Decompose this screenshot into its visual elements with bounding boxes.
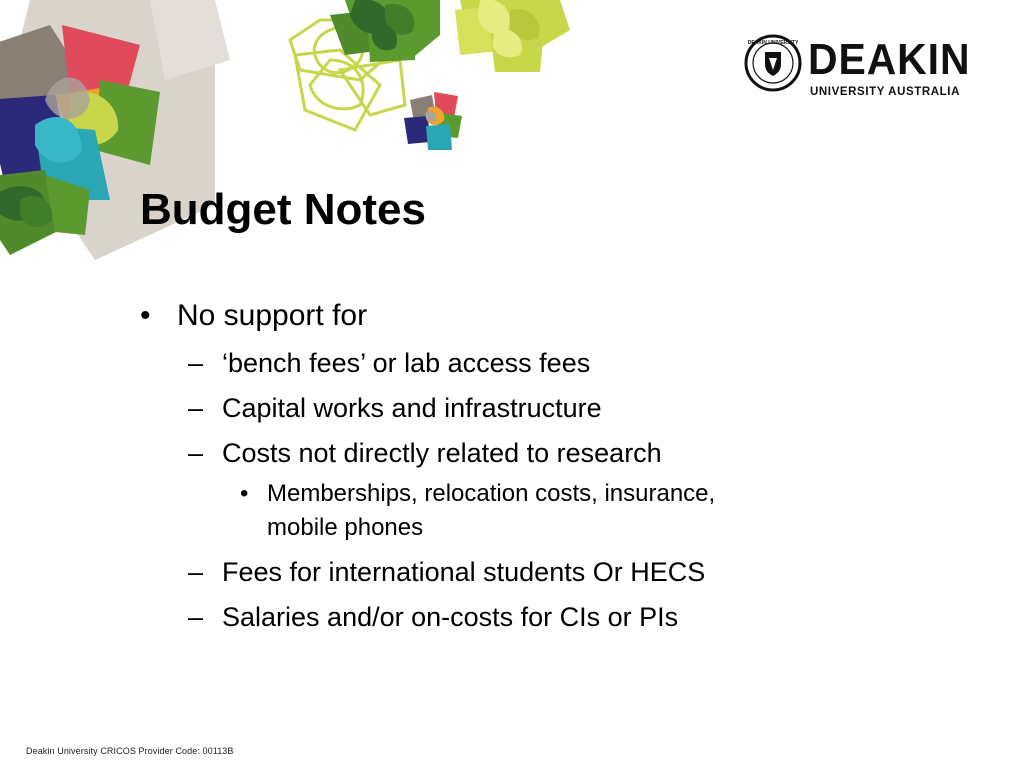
subbullet-salaries bbox=[140, 599, 920, 635]
green-top-flower bbox=[330, 0, 440, 62]
deakin-logo bbox=[744, 34, 974, 104]
subsubbullet-memberships bbox=[140, 477, 787, 545]
subsubbullet-text: Memberships, relocation costs, insurance, mobile phones bbox=[267, 480, 716, 541]
bullet-list bbox=[140, 296, 920, 635]
bullet-marker: • bbox=[140, 299, 151, 332]
bullet-no-support bbox=[140, 296, 920, 336]
small-flower bbox=[404, 92, 462, 150]
dash-marker: – bbox=[188, 602, 204, 632]
dash-marker: – bbox=[188, 557, 204, 587]
subbullet-text: Fees for international students Or HECS bbox=[222, 557, 706, 587]
subbullet-bench-fees bbox=[140, 345, 920, 381]
logo-subtitle: UNIVERSITY AUSTRALIA bbox=[810, 86, 961, 98]
dash-marker: – bbox=[188, 438, 204, 468]
lime-flower bbox=[455, 0, 570, 72]
dash-marker: – bbox=[188, 393, 204, 423]
subbullet-text: Salaries and/or on-costs for CIs or PIs bbox=[222, 602, 679, 632]
subbullet-text: Costs not directly related to research bbox=[222, 438, 662, 468]
subbullet-international-fees bbox=[140, 554, 920, 590]
slide-title: Budget Notes bbox=[140, 185, 426, 234]
crest-text: DEAKIN UNIVERSITY bbox=[747, 40, 799, 46]
subbullet-capital-works bbox=[140, 390, 920, 426]
subbullet-text: Capital works and infrastructure bbox=[222, 393, 602, 423]
logo-wordmark: DEAKIN bbox=[808, 35, 971, 84]
footer-cricos: Deakin University CRICOS Provider Code: 00113B bbox=[26, 746, 234, 756]
bullet-text: No support for bbox=[177, 299, 368, 332]
subbullet-costs-not-related bbox=[140, 435, 920, 471]
deakin-crest-icon bbox=[744, 34, 802, 92]
bullet-marker: • bbox=[240, 480, 249, 507]
dash-marker: – bbox=[188, 348, 204, 378]
subbullet-text: ‘bench fees’ or lab access fees bbox=[222, 348, 591, 378]
